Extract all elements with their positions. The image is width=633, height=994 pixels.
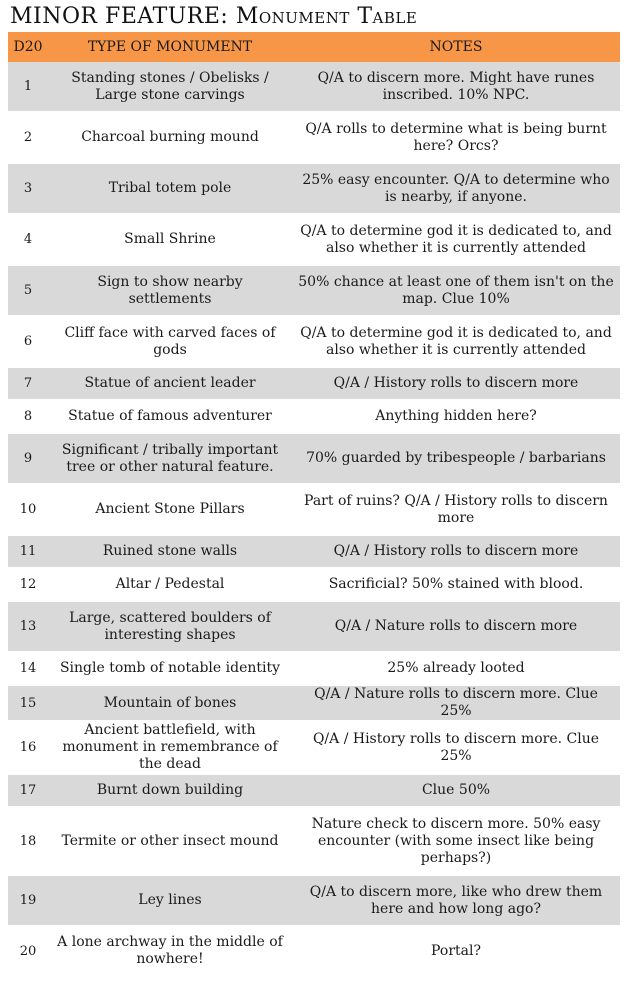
row-number: 17 — [8, 774, 48, 807]
table-row — [8, 875, 620, 926]
row-number: 5 — [8, 265, 48, 316]
row-number: 6 — [8, 316, 48, 367]
row-type: Ruined stone walls — [48, 535, 292, 568]
table-row — [8, 926, 620, 976]
row-type: Small Shrine — [48, 214, 292, 265]
row-number: 2 — [8, 112, 48, 163]
row-number: 15 — [8, 685, 48, 721]
row-notes: Q/A / History rolls to discern more — [292, 367, 620, 400]
row-type: Ancient battlefield, with monument in remembrance of the dead — [48, 721, 292, 774]
row-notes: Part of ruins? Q/A / History rolls to discern more — [292, 484, 620, 535]
row-notes: 25% already looted — [292, 652, 620, 685]
row-notes: Q/A rolls to determine what is being burnt here? Orcs? — [292, 112, 620, 163]
row-notes: Sacrificial? 50% stained with blood. — [292, 568, 620, 601]
row-notes: Nature check to discern more. 50% easy encounter (with some insect like being perhaps?) — [292, 807, 620, 875]
row-notes: Q/A to discern more. Might have runes inscribed. 10% NPC. — [292, 62, 620, 112]
row-notes: Q/A / Nature rolls to discern more. Clue 25% — [292, 685, 620, 721]
table-header-row — [8, 32, 620, 62]
table-row — [8, 316, 620, 367]
row-notes: Q/A to discern more, like who drew them here and how long ago? — [292, 875, 620, 926]
row-notes: Q/A / History rolls to discern more — [292, 535, 620, 568]
table-row — [8, 484, 620, 535]
row-type: Statue of ancient leader — [48, 367, 292, 400]
table-row — [8, 163, 620, 214]
page-title: MINOR FEATURE: Monument Table — [10, 4, 418, 29]
row-type: Charcoal burning mound — [48, 112, 292, 163]
row-notes: 25% easy encounter. Q/A to determine who is nearby, if anyone. — [292, 163, 620, 214]
row-type: Significant / tribally important tree or other natural feature. — [48, 433, 292, 484]
row-notes: Clue 50% — [292, 774, 620, 807]
table-row — [8, 568, 620, 601]
row-number: 14 — [8, 652, 48, 685]
table-row — [8, 652, 620, 685]
row-number: 16 — [8, 721, 48, 774]
row-type: A lone archway in the middle of nowhere! — [48, 926, 292, 976]
header-d20: D20 — [8, 32, 48, 62]
row-number: 10 — [8, 484, 48, 535]
row-type: Mountain of bones — [48, 685, 292, 721]
row-number: 4 — [8, 214, 48, 265]
table-row — [8, 807, 620, 875]
row-notes: Anything hidden here? — [292, 400, 620, 433]
row-type: Statue of famous adventurer — [48, 400, 292, 433]
row-type: Termite or other insect mound — [48, 807, 292, 875]
row-type: Large, scattered boulders of interesting shapes — [48, 601, 292, 652]
row-number: 9 — [8, 433, 48, 484]
table-row — [8, 367, 620, 400]
row-notes: Portal? — [292, 926, 620, 976]
header-type: TYPE OF MONUMENT — [48, 32, 292, 62]
header-notes: NOTES — [292, 32, 620, 62]
row-type: Standing stones / Obelisks / Large stone carvings — [48, 62, 292, 112]
table-row — [8, 214, 620, 265]
row-number: 1 — [8, 62, 48, 112]
table-row — [8, 400, 620, 433]
row-notes: Q/A to determine god it is dedicated to, and also whether it is currently attended — [292, 214, 620, 265]
row-type: Tribal totem pole — [48, 163, 292, 214]
row-number: 11 — [8, 535, 48, 568]
table-row — [8, 265, 620, 316]
row-number: 8 — [8, 400, 48, 433]
table-row — [8, 774, 620, 807]
table-row — [8, 112, 620, 163]
table-row — [8, 535, 620, 568]
row-notes: Q/A / Nature rolls to discern more — [292, 601, 620, 652]
row-type: Single tomb of notable identity — [48, 652, 292, 685]
row-number: 18 — [8, 807, 48, 875]
row-number: 12 — [8, 568, 48, 601]
row-notes: 50% chance at least one of them isn't on the map. Clue 10% — [292, 265, 620, 316]
table-row — [8, 685, 620, 721]
row-notes: Q/A to determine god it is dedicated to, and also whether it is currently attended — [292, 316, 620, 367]
row-notes: Q/A / History rolls to discern more. Clue 25% — [292, 721, 620, 774]
row-type: Sign to show nearby settlements — [48, 265, 292, 316]
row-type: Ley lines — [48, 875, 292, 926]
row-number: 20 — [8, 926, 48, 976]
row-number: 13 — [8, 601, 48, 652]
row-number: 7 — [8, 367, 48, 400]
table-row — [8, 721, 620, 774]
row-notes: 70% guarded by tribespeople / barbarians — [292, 433, 620, 484]
row-type: Burnt down building — [48, 774, 292, 807]
row-number: 19 — [8, 875, 48, 926]
table-row — [8, 433, 620, 484]
monument-table — [8, 32, 620, 977]
row-number: 3 — [8, 163, 48, 214]
table-row — [8, 62, 620, 112]
row-type: Cliff face with carved faces of gods — [48, 316, 292, 367]
row-type: Altar / Pedestal — [48, 568, 292, 601]
row-type: Ancient Stone Pillars — [48, 484, 292, 535]
table-row — [8, 601, 620, 652]
